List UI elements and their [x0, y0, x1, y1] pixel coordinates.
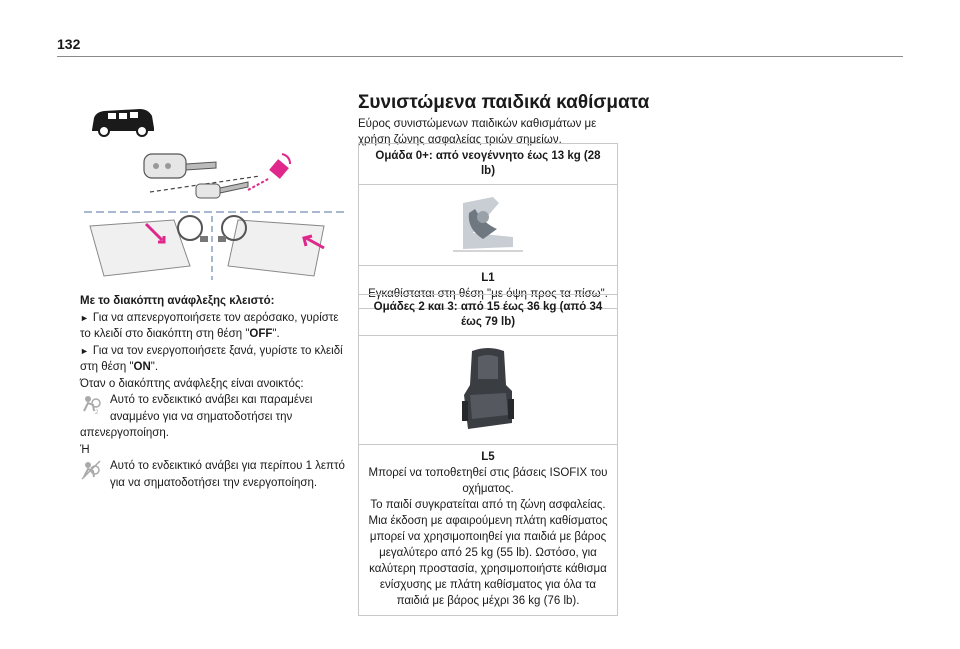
ignition-on-note: Όταν ο διακόπτης ανάφλεξης είναι ανοικτός:: [80, 377, 304, 390]
section-title: Συνιστώμενα παιδικά καθίσματα: [358, 92, 650, 113]
page-number: 132: [57, 36, 81, 52]
bullet-icon: ►: [80, 345, 89, 356]
seat-description: Μπορεί να τοποθετηθεί στις βάσεις ISOFIX του οχήματος. Το παιδί συγκρατείται από τη ζώνη ασφαλείας. Μια έκδοση με αφαιρούμενη πλάτη καθίσματος μπορεί να χρησιμοποιηθεί για παιδιά με βάρος μεγαλύτερο από 25 kg (55 lb). Ωστόσο, για καλύτερη προστασία, χρησιμοποιήστε κάθισμα ενίσχυσης με πλάτη καθίσματος για όλα τα παιδιά με βάρος μέχρι 36 kg (76 lb).: [368, 467, 608, 607]
instructions-heading: Με το διακόπτη ανάφλεξης κλειστό:: [80, 295, 275, 307]
section-intro: Εύρος συνιστώμενων παιδικών καθισμάτων με χρήση ζώνης ασφαλείας τριών σημείων.: [358, 118, 597, 146]
deactivate-step: ► Για να απενεργοποιήσετε τον αερόσακο, γυρίστε το κλειδί στο διακόπτη στη θέση "OFF".: [80, 311, 339, 340]
booster-seat-icon: [458, 345, 518, 435]
seat-code: L1: [481, 272, 495, 284]
airbag-off-icon: [80, 393, 102, 415]
activate-step: ► Για να τον ενεργοποιήσετε ξανά, γυρίστε το κλειδί στη θέση "ON".: [80, 344, 343, 373]
child-seat-group-2-3: [358, 294, 618, 616]
airbag-on-icon: [80, 459, 102, 481]
group-header: Ομάδα 0+: από νεογέννητο έως 13 kg (28 lb): [359, 144, 617, 185]
airbag-switch-icon: [84, 206, 344, 280]
or-label: Ή: [80, 443, 90, 456]
key-icon: [140, 148, 300, 208]
indicator-off-row: 2 Αυτό το ενδεικτικό ανάβει και παραμένει αναμμένο για να σηματοδοτήσει την: [80, 392, 350, 425]
bullet-icon: ►: [80, 312, 89, 323]
group-header: Ομάδες 2 και 3: από 15 έως 36 kg (από 34 έως 79 lb): [359, 295, 617, 336]
rear-facing-seat-icon: [453, 193, 523, 257]
seat-image: [359, 336, 617, 445]
indicator-on-row: Αυτό το ενδεικτικό ανάβει για περίπου 1 λεπτό για να σηματοδοτήσει την ενεργοποίηση.: [80, 458, 350, 491]
header-rule: [57, 56, 903, 57]
left-instructions: [80, 293, 350, 491]
seat-code: L5: [481, 451, 495, 463]
indicator-off-continued: απενεργοποίηση.: [80, 427, 169, 439]
seat-description: Εγκαθίσταται στη θέση "με όψη προς τα πίσω".: [368, 288, 608, 300]
svg-text:2: 2: [95, 410, 99, 415]
child-seat-group-0plus: [358, 143, 618, 309]
van-icon: [88, 104, 158, 138]
seat-image: [359, 185, 617, 266]
